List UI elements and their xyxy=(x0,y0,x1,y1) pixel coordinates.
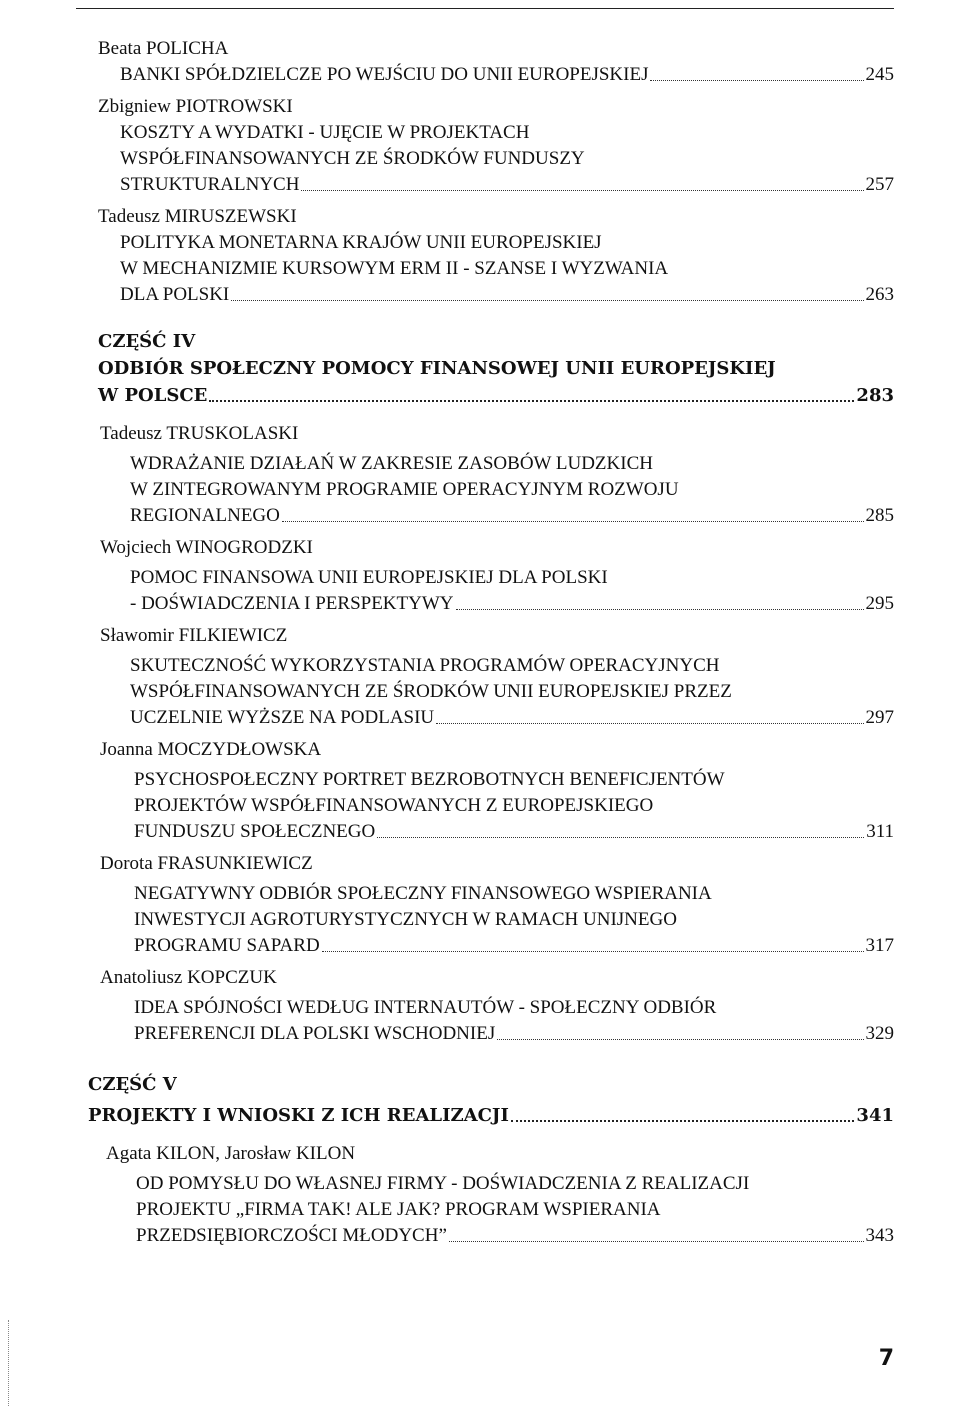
entry-author: Wojciech WINOGRODZKI xyxy=(100,537,313,558)
entry-author: Dorota FRASUNKIEWICZ xyxy=(100,853,313,874)
toc-group-b xyxy=(0,421,960,1047)
entry-author: Anatoliusz KOPCZUK xyxy=(100,967,277,988)
entry-title: UCZELNIE WYŻSZE NA PODLASIU xyxy=(130,707,435,728)
entry-title-last-line xyxy=(130,591,894,617)
top-rule xyxy=(76,8,894,9)
entry-title-last-line xyxy=(130,705,894,731)
toc-entry xyxy=(100,421,894,529)
entry-title-line: W ZINTEGROWANYM PROGRAMIE OPERACYJNYM ROZWOJU xyxy=(130,479,679,500)
leader-dots xyxy=(209,400,854,402)
toc-entry xyxy=(100,623,894,731)
part-title: PROJEKTY I WNIOSKI Z ICH REALIZACJI xyxy=(88,1105,509,1126)
entry-page: 263 xyxy=(865,284,894,305)
entry-page: 343 xyxy=(865,1225,894,1246)
leader-dots xyxy=(497,1039,863,1040)
leader-dots xyxy=(511,1120,855,1122)
leader-dots xyxy=(436,723,863,724)
entry-author: Tadeusz TRUSKOLASKI xyxy=(100,423,299,444)
entry-title-line: NEGATYWNY ODBIÓR SPOŁECZNY FINANSOWEGO WSPIERANIA xyxy=(134,883,712,904)
table-of-contents xyxy=(0,36,960,1249)
entry-title-line: PROJEKTÓW WSPÓŁFINANSOWANYCH Z EUROPEJSKIEGO xyxy=(134,795,654,816)
entry-title: PRZEDSIĘBIORCZOŚCI MŁODYCH” xyxy=(136,1225,447,1246)
entry-title: PREFERENCJI DLA POLSKI WSCHODNIEJ xyxy=(134,1023,496,1044)
entry-title-line: INWESTYCJI AGROTURYSTYCZNYCH W RAMACH UNIJNEGO xyxy=(134,909,677,930)
entry-title-line: POMOC FINANSOWA UNII EUROPEJSKIEJ DLA POLSKI xyxy=(130,567,608,588)
entry-title-last-line xyxy=(136,1223,894,1249)
entry-title: STRUKTURALNYCH xyxy=(120,174,300,195)
entry-page: 285 xyxy=(865,505,894,526)
entry-page: 317 xyxy=(865,935,894,956)
entry-author: Beata POLICHA xyxy=(98,38,229,59)
entry-page: 311 xyxy=(866,821,894,842)
entry-page: 295 xyxy=(865,593,894,614)
toc-entry xyxy=(98,204,894,308)
scan-margin-mark xyxy=(8,1320,9,1406)
toc-entry xyxy=(98,94,894,198)
entry-title-last-line xyxy=(134,933,894,959)
entry-author: Sławomir FILKIEWICZ xyxy=(100,625,288,646)
entry-title-line: WSPÓŁFINANSOWANYCH ZE ŚRODKÓW FUNDUSZY xyxy=(120,148,585,169)
entry-title-line: PSYCHOSPOŁECZNY PORTRET BEZROBOTNYCH BENEFICJENTÓW xyxy=(134,769,725,790)
entry-page: 245 xyxy=(865,64,894,85)
part-title-line: ODBIÓR SPOŁECZNY POMOCY FINANSOWEJ UNII EUROPEJSKIEJ xyxy=(98,358,776,379)
leader-dots xyxy=(282,521,864,522)
entry-title-line: IDEA SPÓJNOŚCI WEDŁUG INTERNAUTÓW - SPOŁECZNY ODBIÓR xyxy=(134,997,717,1018)
part-v-heading xyxy=(0,1071,960,1129)
entry-title-line: SKUTECZNOŚĆ WYKORZYSTANIA PROGRAMÓW OPERACYJNYCH xyxy=(130,655,720,676)
part-title-last-line xyxy=(88,1102,894,1129)
leader-dots xyxy=(449,1241,864,1242)
entry-title-line: W MECHANIZMIE KURSOWYM ERM II - SZANSE I WYZWANIA xyxy=(120,258,669,279)
part-title-last-line xyxy=(98,382,894,409)
entry-title-last-line xyxy=(134,1021,894,1047)
part-title: W POLSCE xyxy=(98,385,208,406)
entry-title-last-line xyxy=(120,282,894,308)
leader-dots xyxy=(301,190,863,191)
entry-title-line: KOSZTY A WYDATKI - UJĘCIE W PROJEKTACH xyxy=(120,122,530,143)
leader-dots xyxy=(322,951,864,952)
entry-author: Agata KILON, Jarosław KILON xyxy=(106,1143,356,1164)
entry-title-last-line xyxy=(130,503,894,529)
entry-page: 297 xyxy=(865,707,894,728)
toc-entry xyxy=(100,535,894,617)
entry-title: FUNDUSZU SPOŁECZNEGO xyxy=(134,821,376,842)
toc-group-c xyxy=(0,1141,960,1249)
entry-title-last-line xyxy=(120,172,894,198)
part-page: 341 xyxy=(856,1105,894,1126)
toc-group-a xyxy=(0,36,960,308)
toc-entry xyxy=(100,737,894,845)
entry-title-line: WSPÓŁFINANSOWANYCH ZE ŚRODKÓW UNII EUROPEJSKIEJ PRZEZ xyxy=(130,681,732,702)
toc-entry xyxy=(100,851,894,959)
entry-title-line: POLITYKA MONETARNA KRAJÓW UNII EUROPEJSKIEJ xyxy=(120,232,602,253)
entry-author: Zbigniew PIOTROWSKI xyxy=(98,96,293,117)
entry-author: Tadeusz MIRUSZEWSKI xyxy=(98,206,297,227)
entry-title-line: PROJEKTU „FIRMA TAK! ALE JAK? PROGRAM WSPIERANIA xyxy=(136,1199,661,1220)
entry-title-last-line xyxy=(134,819,894,845)
leader-dots xyxy=(231,300,863,301)
part-label: CZĘŚĆ IV xyxy=(98,331,196,352)
leader-dots xyxy=(650,80,863,81)
part-page: 283 xyxy=(856,385,894,406)
entry-title: REGIONALNEGO xyxy=(130,505,280,526)
entry-author: Joanna MOCZYDŁOWSKA xyxy=(100,739,322,760)
toc-entry xyxy=(106,1141,894,1249)
entry-page: 257 xyxy=(865,174,894,195)
part-iv-heading xyxy=(0,328,960,409)
entry-title-line: OD POMYSŁU DO WŁASNEJ FIRMY - DOŚWIADCZENIA Z REALIZACJI xyxy=(136,1173,750,1194)
toc-entry xyxy=(98,36,894,88)
leader-dots xyxy=(377,837,864,838)
entry-title: PROGRAMU SAPARD xyxy=(134,935,320,956)
entry-title-last-line xyxy=(120,62,894,88)
entry-title: - DOŚWIADCZENIA I PERSPEKTYWY xyxy=(130,593,454,614)
entry-page: 329 xyxy=(865,1023,894,1044)
entry-title: DLA POLSKI xyxy=(120,284,230,305)
page-number: 7 xyxy=(878,1346,894,1371)
leader-dots xyxy=(456,609,864,610)
toc-entry xyxy=(100,965,894,1047)
entry-title-line: WDRAŻANIE DZIAŁAŃ W ZAKRESIE ZASOBÓW LUDZKICH xyxy=(130,453,653,474)
part-label: CZĘŚĆ V xyxy=(88,1074,177,1095)
entry-title: BANKI SPÓŁDZIELCZE PO WEJŚCIU DO UNII EUROPEJSKIEJ xyxy=(120,64,649,85)
